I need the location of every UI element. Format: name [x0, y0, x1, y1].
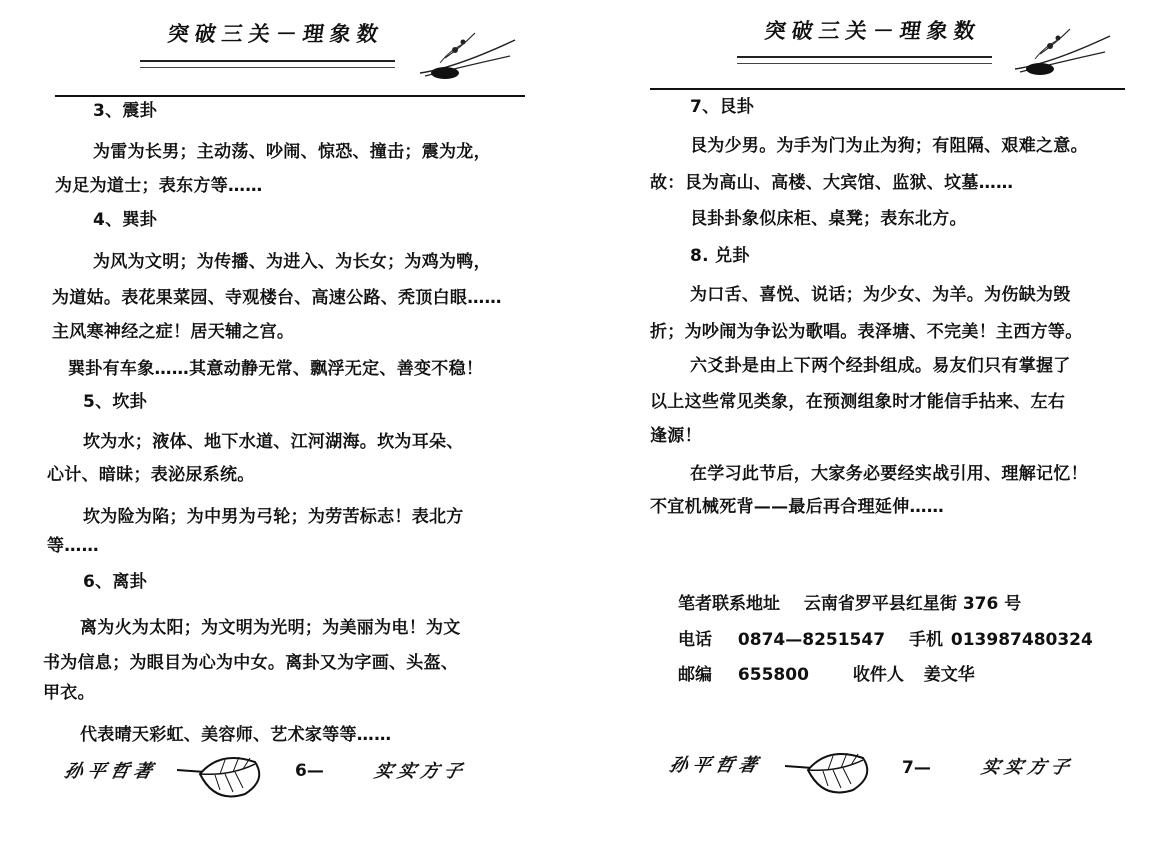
text-line: 艮卦卦象似床柜、桌凳；表东北方。	[690, 209, 967, 229]
text-line: 等……	[47, 536, 99, 556]
text-line: 巽卦有车象……其意动静无常、飘浮无定、善变不稳！	[68, 359, 484, 379]
text-line: 艮为少男。为手为门为止为狗；有阻隔、艰难之意。	[690, 136, 1088, 156]
text-line: 甲衣。	[43, 683, 95, 703]
mobile-value: 013987480324	[950, 630, 1093, 650]
text-line: 坎为水；液体、地下水道、江河湖海。坎为耳朵、	[83, 432, 464, 452]
text-line: 折；为吵闹为争讼为歌唱。表泽塘、不完美！主西方等。	[650, 322, 1083, 342]
text-line: 为风为文明；为传播、为进入、为长女；为鸡为鸭，	[93, 252, 491, 272]
text-line: 心计、暗昧；表泌尿系统。	[47, 465, 255, 485]
postcode-value: 655800	[737, 665, 809, 685]
contact-address	[678, 589, 1021, 614]
heading-li: 6、离卦	[83, 572, 148, 592]
text-line: 为口舌、喜悦、说话；为少女、为羊。为伤缺为毁	[690, 285, 1071, 305]
right-footer-author: 孙平哲著	[667, 755, 764, 776]
right-header-rule	[737, 56, 992, 64]
text-line: 为雷为长男；主动荡、吵闹、惊恐、撞击；震为龙，	[93, 142, 491, 162]
right-page	[600, 0, 1167, 848]
address-label: 笔者联系地址	[678, 594, 780, 614]
mobile-label: 手机	[908, 630, 943, 650]
orchid-ornament-icon	[1010, 24, 1120, 79]
heading-gen: 7、艮卦	[690, 97, 755, 117]
left-header-title: 突破三关－理象数	[166, 21, 386, 46]
text-line: 为道姑。表花果菜园、寺观楼台、高速公路、秃顶白眼……	[52, 288, 502, 308]
address-value: 云南省罗平县红星街 376 号	[803, 594, 1022, 614]
phone-value: 0874—8251547	[737, 630, 886, 650]
orchid-ornament-icon	[415, 28, 525, 83]
heading-dui: 8. 兑卦	[690, 246, 750, 266]
heading-xun: 4、巽卦	[93, 210, 158, 230]
text-line: 代表晴天彩虹、美容师、艺术家等等……	[80, 725, 392, 745]
heading-zhen: 3、震卦	[93, 101, 158, 121]
heading-kan: 5、坎卦	[83, 392, 148, 412]
left-footer-author: 孙平哲著	[62, 761, 159, 782]
text-line: 坎为险为陷；为中男为弓轮；为劳苦标志！表北方	[83, 507, 464, 527]
text-line: 在学习此节后，大家务必要经实战引用、理解记忆！	[690, 464, 1088, 484]
left-page-number: 6—	[295, 761, 324, 781]
left-footer-publisher: 实实方子	[372, 761, 469, 782]
text-line: 离为火为太阳；为文明为光明；为美丽为电！为文	[80, 618, 461, 638]
left-page	[0, 0, 560, 848]
recipient-value: 姜文华	[923, 665, 975, 685]
postcode-label: 邮编	[678, 665, 712, 685]
text-line: 以上这些常见类象，在预测组象时才能信手拈来、左右	[650, 392, 1066, 412]
text-line: 逢源！	[650, 426, 702, 446]
text-line: 六爻卦是由上下两个经卦组成。易友们只有掌握了	[690, 356, 1071, 376]
text-line: 故：艮为高山、高楼、大宾馆、监狱、坟墓……	[650, 173, 1014, 193]
leaf-icon	[783, 748, 873, 798]
left-header-rule	[140, 60, 395, 68]
text-line: 书为信息；为眼目为心为中女。离卦又为字画、头盔、	[43, 653, 459, 673]
contact-phone	[678, 625, 1093, 650]
right-footer-publisher: 实实方子	[979, 757, 1076, 778]
phone-label: 电话	[678, 630, 712, 650]
leaf-icon	[175, 752, 265, 802]
contact-postcode	[678, 660, 975, 685]
left-section-rule	[55, 95, 525, 97]
right-section-rule	[650, 88, 1125, 90]
right-header-title: 突破三关－理象数	[763, 18, 983, 43]
text-line: 主风寒神经之症！居天辅之宫。	[52, 322, 295, 342]
text-line: 不宜机械死背——最后再合理延伸……	[650, 497, 945, 517]
recipient-label: 收件人	[852, 665, 904, 685]
right-page-number: 7—	[902, 758, 931, 778]
text-line: 为足为道士；表东方等……	[55, 176, 263, 196]
